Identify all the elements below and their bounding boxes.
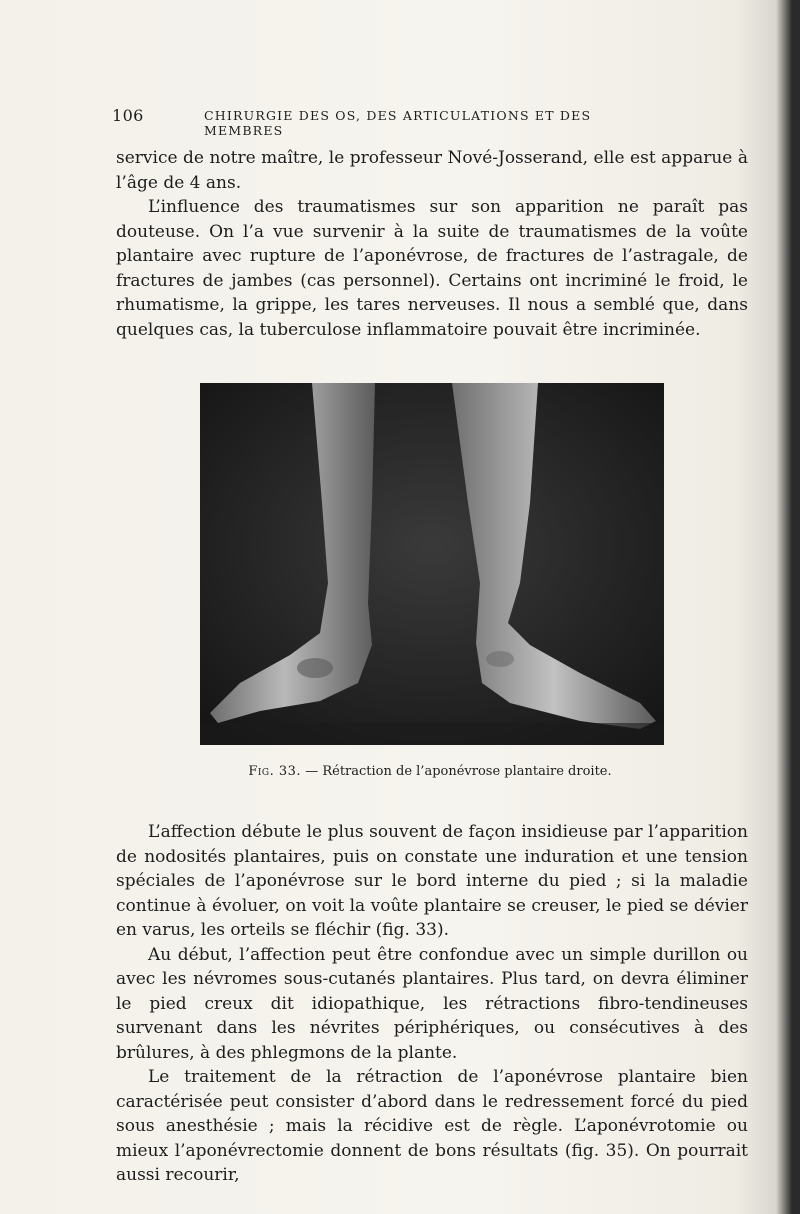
paragraph: L’influence des traumatismes sur son apparition ne paraît pas douteuse. On l’a vue survenir à la suite de traumatismes de la voûte plantaire avec rupture de l’aponévrose, de fractures de l’astragale, de fractures de jambes (cas personnel). Certains ont incriminé le froid, le rhumatisme, la grippe, les tares nerveuses. Il nous a semblé que, dans quelques cas, la tuberculose inflammatoire pouvait être incriminée.	[116, 197, 748, 340]
figure-label: Fig. 33.	[248, 764, 302, 779]
text-block-bottom	[116, 820, 748, 1188]
paragraph: Le traitement de la rétraction de l’aponévrose plantaire bien caractérisée peut consister d’abord dans le redressement forcé du pied sous anesthésie ; mais la récidive est de règle. L’aponévrotomie ou mieux l’aponévrectomie donnent de bons résultats (fig. 35). On pourrait aussi recourir,	[116, 1067, 748, 1185]
figure-caption	[120, 764, 740, 779]
running-head: CHIRURGIE DES OS, DES ARTICULATIONS ET DES MEMBRES	[204, 108, 592, 138]
paragraph: L’affection débute le plus souvent de façon insidieuse par l’apparition de nodosités plantaires, puis on constate une induration et une tension spéciales de l’aponévrose sur le bord interne du pied ; si la maladie continue à évoluer, on voit la voûte plantaire se creuser, le pied se dévier en varus, les orteils se fléchir (fig. 33).	[116, 822, 748, 940]
legs-photo-illustration	[200, 383, 664, 745]
paragraph: Au début, l’affection peut être confondue avec un simple durillon ou avec les névromes sous-cutanés plantaires. Plus tard, on devra éliminer le pied creux dit idiopathique, les rétractions fibro-tendineuses survenant dans les névrites périphériques, ou consécutives à des brûlures, à des phlegmons de la plante.	[116, 944, 748, 1063]
figure-photograph	[200, 383, 664, 745]
text-block-top	[116, 146, 748, 342]
figure-caption-text: — Rétraction de l’aponévrose plantaire droite.	[305, 764, 612, 779]
paragraph: service de notre maître, le professeur Nové-Josserand, elle est apparue à l’âge de 4 ans.	[116, 148, 748, 193]
page-number: 106	[112, 106, 144, 125]
